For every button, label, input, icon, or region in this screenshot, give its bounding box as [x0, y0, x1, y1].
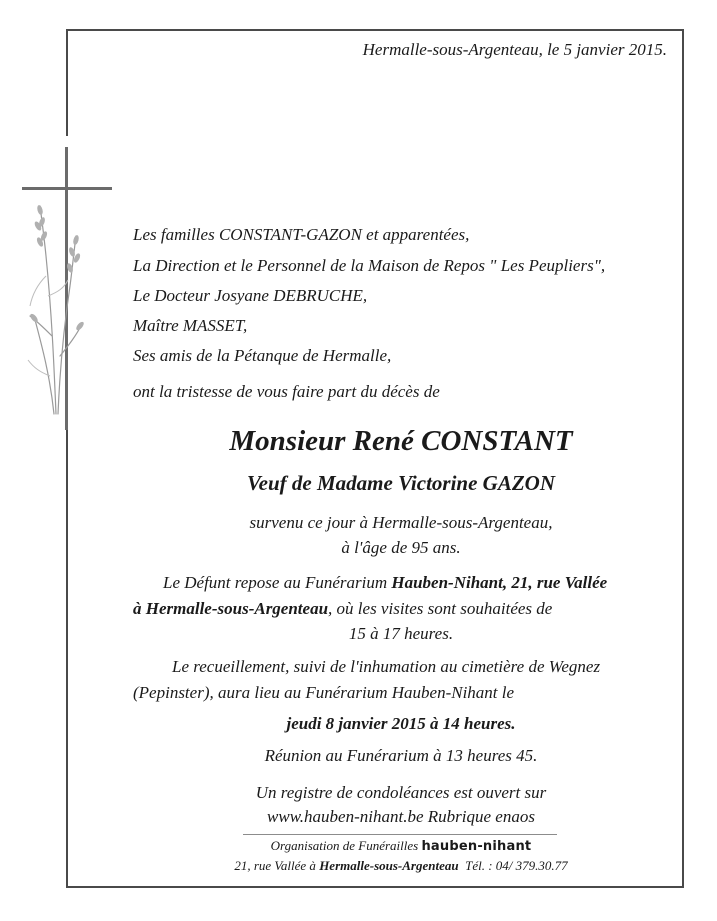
intro-text: ont la tristesse de vous faire part du décès de: [133, 382, 440, 401]
organisation-line: Organisation de Funérailles hauben-nihant: [270, 838, 532, 854]
ceremony-line-1: Le recueillement, suivi de l'inhumation au cimetière de Wegnez: [172, 657, 601, 676]
place-date: Hermalle-sous-Argenteau, le 5 janvier 2015.: [362, 40, 667, 59]
footer-divider: [243, 834, 557, 835]
address-line: 21, rue Vallée à Hermalle-sous-Argenteau Tél. : 04/ 379.30.77: [234, 858, 568, 873]
cross-icon-horizontal: [22, 187, 112, 190]
family-line: Ses amis de la Pétanque de Hermalle,: [133, 346, 392, 365]
age-line: à l'âge de 95 ans.: [341, 538, 461, 557]
wheat-icon: [24, 196, 84, 416]
spouse-line: Veuf de Madame Victorine GAZON: [247, 471, 555, 495]
rest-line-2: à Hermalle-sous-Argenteau, où les visites sont souhaitées de: [133, 599, 553, 618]
rest-line-1: Le Défunt repose au Funérarium Hauben-Nihant, 21, rue Vallée: [163, 573, 608, 592]
condolences-line-1: Un registre de condoléances est ouvert sur: [255, 783, 547, 802]
rest-hours: 15 à 17 heures.: [348, 624, 454, 643]
reunion-line: Réunion au Funérarium à 13 heures 45.: [264, 746, 538, 765]
family-line: Le Docteur Josyane DEBRUCHE,: [133, 286, 368, 305]
condolences-line-2: www.hauben-nihant.be Rubrique enaos: [267, 807, 535, 826]
deceased-name: Monsieur René CONSTANT: [229, 425, 573, 457]
ceremony-date: jeudi 8 janvier 2015 à 14 heures.: [286, 714, 516, 733]
family-line: Maître MASSET,: [133, 316, 248, 335]
family-line: Les familles CONSTANT-GAZON et apparentées,: [133, 225, 470, 244]
hauben-nihant-logo: hauben-nihant: [421, 839, 532, 854]
family-line: La Direction et le Personnel de la Maison de Repos " Les Peupliers",: [133, 256, 606, 275]
death-place: survenu ce jour à Hermalle-sous-Argenteau,: [249, 513, 553, 532]
ceremony-line-2: (Pepinster), aura lieu au Funérarium Hauben-Nihant le: [133, 683, 515, 702]
